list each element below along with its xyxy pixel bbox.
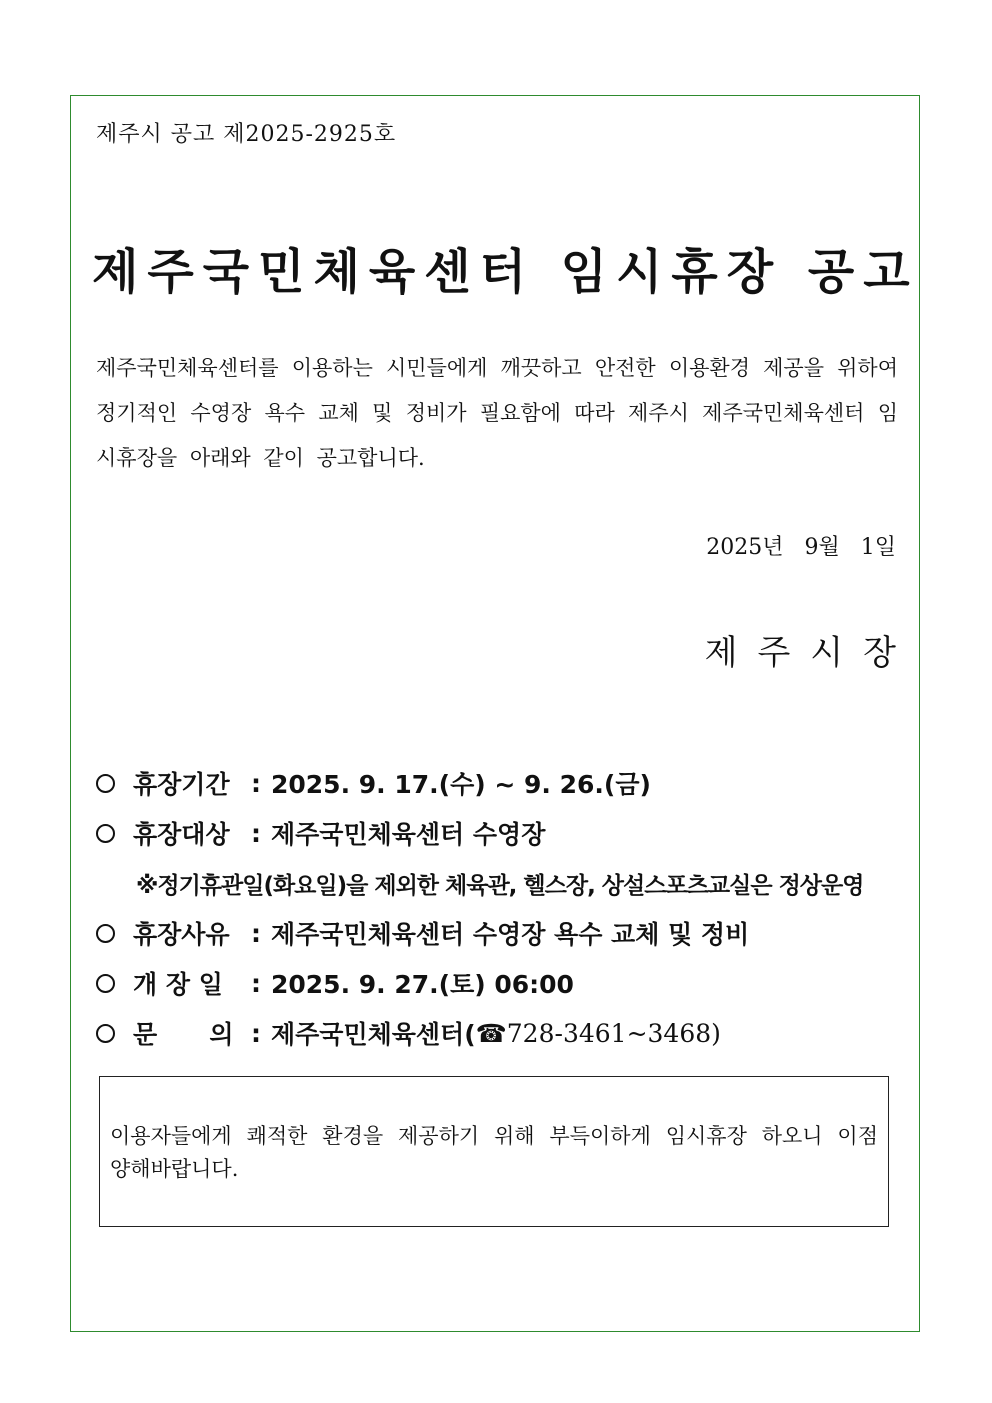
colon-separator: : [251,968,261,998]
issuer-name: 제주시장 [704,633,916,673]
detail-label: 휴장사유 [133,920,230,949]
circle-bullet-icon [96,774,115,793]
detail-inquiry [96,1008,906,1058]
detail-value: 제주국민체육센터 수영장 [271,820,546,849]
colon-separator: : [251,1018,261,1048]
detail-value: 제주국민체육센터 수영장 욕수 교체 및 정비 [271,920,750,949]
detail-closure-target [96,808,906,858]
detail-label: 휴장대상 [133,820,230,849]
notice-body: 제주국민체육센터를 이용하는 시민들에게 깨끗하고 안전한 이용환경 제공을 위하여 정기적인 수영장 욕수 교체 및 정비가 필요함에 따라 제주시 제주국민체육센터 임시휴장을 아래와 같이 공고합니다. [96,356,898,470]
detail-note [96,858,906,908]
colon-separator: : [251,818,261,848]
details-list [96,758,906,1058]
detail-label: 휴장기간 [133,770,230,799]
colon-separator: : [251,918,261,948]
page-title: 제주국민체육센터 임시휴장 공고 [92,244,919,300]
closing-message: 이용자들에게 쾌적한 환경을 제공하기 위해 부득이하게 임시휴장 하오니 이점 양해바랍니다. [110,1124,878,1181]
notice-date: 2025년 9월 1일 [706,535,896,560]
detail-closure-reason [96,908,906,958]
detail-value: 2025. 9. 17.(수) ~ 9. 26.(금) [271,770,651,799]
colon-separator: : [251,768,261,798]
detail-value: 제주국민체육센터( [271,1020,476,1049]
circle-bullet-icon [96,824,115,843]
phone-number: ☎728-3461~3468) [475,1018,721,1048]
detail-reopening-date [96,958,906,1008]
circle-bullet-icon [96,974,115,993]
notice-number: 제주시 공고 제2025-2925호 [96,122,397,147]
note-text: ※정기휴관일(화요일)을 제외한 체육관, 헬스장, 상설스포츠교실은 정상운영 [136,872,864,899]
closing-message-box [99,1076,889,1227]
detail-label: 문 의 [133,1020,234,1049]
circle-bullet-icon [96,924,115,943]
detail-value: 2025. 9. 27.(토) 06:00 [271,970,574,999]
detail-closure-period [96,758,906,808]
detail-label: 개 장 일 [133,970,223,999]
circle-bullet-icon [96,1024,115,1043]
